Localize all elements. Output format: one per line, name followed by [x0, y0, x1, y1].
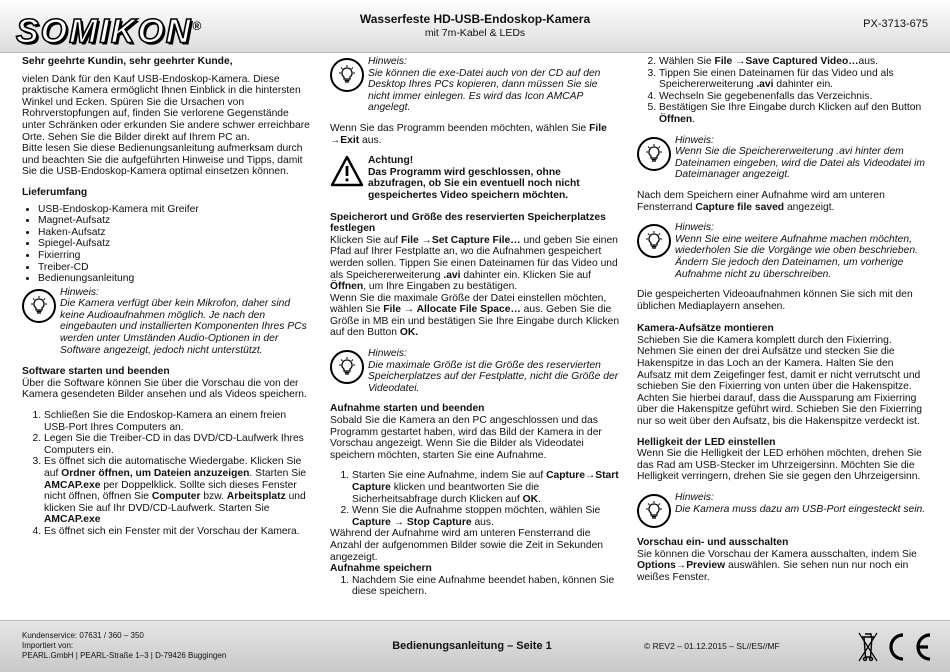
list-item: 1. Schließen Sie die Endoskop-Kamera an einem freien USB-Port Ihres Computers an.: [44, 410, 312, 433]
warning-icon: [330, 155, 364, 187]
hint-text: Die Kamera verfügt über kein Mikrofon, daher sind keine Audioaufnahmen möglich. Je nach den eingebauten und installierten Komponenten Ihres PCs werden unter Umständen Audio-Optionen in der Software angezeigt, jedoch nicht unterstützt.: [60, 298, 307, 356]
save-heading: Aufnahme speichern: [330, 563, 432, 575]
intro-text: vielen Dank für den Kauf USB-Endoskop-Kamera. Diese praktische Kamera ermöglicht Ihnen Einblick in die hintersten Winkel und Ecken. Spüren Sie die Ursachen von Rohrverstopfungen auf, finden Sie verlorene Gegenstände unter Schränken oder erkunden Sie andere schwer erreichbare Orte. Sehen Sie die Bilder direkt auf Ihrem PC an. Bitte lesen Sie diese Bedienungsanleitung aufmerksam durch und beachten Sie die aufgeführten Hinweise und Tipps, damit Sie die USB-Endoskop-Kamera optimal einsetzen können.: [22, 73, 310, 178]
document-subtitle: mit 7m-Kabel & LEDs: [424, 27, 526, 39]
hint-text: Sie können die exe-Datei auch von der CD auf den Desktop Ihres PCs kopieren, dann müssen Sie sie nicht immer einlegen. Es wird das Icon AMCAP angelegt.: [368, 67, 601, 114]
page-number: Bedienungsanleitung – Seite 1: [392, 640, 552, 652]
page-header: [0, 0, 950, 53]
list-item: 2. Wählen Sie File →Save Captured Video…aus.: [659, 56, 927, 68]
list-item: 4. Wechseln Sie gegebenenfalls das Verzeichnis.: [659, 91, 927, 103]
exit-text: Wenn Sie das Programm beenden möchten, wählen Sie File →Exit aus.: [330, 122, 607, 146]
preview-heading: Vorschau ein- und ausschalten: [637, 537, 789, 548]
page-footer: [0, 620, 950, 672]
warning-box: [330, 155, 620, 201]
lightbulb-icon: [330, 350, 364, 384]
weee-bin-icon: [859, 633, 877, 661]
hint-box: [330, 348, 620, 394]
hint-label: Hinweis:: [368, 56, 407, 67]
save-steps: [330, 575, 620, 598]
importer-address: PEARL.GmbH | PEARL-Straße 1–3 | D-79426 Buggingen: [22, 651, 227, 660]
warning-label: Achtung!: [368, 155, 414, 167]
list-item: • Bedienungsanleitung: [38, 273, 312, 285]
rec-steps: [330, 470, 620, 528]
list-item: • Fixierring: [38, 250, 312, 262]
importer-label: Importiert von:: [22, 641, 74, 650]
hint-text: Wenn Sie die Speichererweiterung .avi hinter dem Dateinamen eingeben, wird die Datei als Videodatei im Dateimanager angezeigt.: [675, 146, 925, 181]
hint-box: [330, 56, 620, 114]
list-item: 5. Bestätigen Sie Ihre Eingabe durch Klicken auf den Button Öffnen.: [659, 102, 927, 125]
saved-text: Nach dem Speichern einer Aufnahme wird am unteren Fensterrand Capture file saved angezeigt.: [637, 189, 885, 213]
revision-text: © REV2 – 01.12.2015 – SL//ES//MF: [644, 641, 780, 651]
scope-heading: Lieferumfang: [22, 186, 88, 198]
rec-heading: Aufnahme starten und beenden: [330, 403, 485, 415]
footer-contact: [22, 631, 226, 661]
led-text: Wenn Sie die Helligkeit der LED erhöhen möchten, drehen Sie das Rad am USB-Stecker im Uhrzeigersinn. Möchten Sie die Helligkeit verringern, drehen Sie sie gegen den Uhrzeigersinn.: [637, 448, 922, 483]
software-text: Über die Software können Sie über die Vorschau die von der Kamera gesendeten Bilder ansehen und als Videos speichern.: [22, 377, 307, 401]
software-steps: [22, 410, 312, 538]
product-code: PX-3713-675: [863, 18, 928, 30]
list-item: 4. Es öffnet sich ein Fenster mit der Vorschau der Kamera.: [44, 526, 312, 538]
store-text: Klicken Sie auf File →Set Capture File… und geben Sie einen Pfad auf Ihrer Festplatte an, wo die Aufnahmen gespeichert werden sollen. Tippen Sie einen Dateinamen für das Video und als Speichererweiterung .avi dahinter ein. Klicken Sie auf Öffnen, um Ihre Eingaben zu bestätigen.: [330, 234, 618, 293]
store-heading: Speicherort und Größe des reservierten Speicherplatzes festlegen: [330, 211, 606, 235]
hint-box: [637, 492, 927, 528]
hint-label: Hinweis:: [368, 348, 407, 360]
attachment-text: Schieben Sie die Kamera komplett durch den Fixierring. Nehmen Sie einen der drei Aufsätze und stecken Sie die Hakenspitze in das Loch an der Kamera. Halten Sie den Aufsatz mit dem Zeigefinger fest, damit er nicht verrutscht und schieben Sie den Fixierring von unten über die Hakenspitze. Achten Sie hierbei darauf, dass die Aussparung am Fixierring über die Hakenspitze geführt wird. Schieben Sie den Fixierring nur so weit über den Aufsatz, bis die Hakenspitze verdeckt ist.: [637, 334, 923, 428]
ce-mark-icon: [891, 635, 930, 659]
led-heading: Helligkeit der LED einstellen: [637, 436, 776, 448]
list-item: • USB-Endoskop-Kamera mit Greifer: [38, 204, 312, 216]
greeting: Sehr geehrte Kundin, sehr geehrter Kunde,: [22, 56, 233, 67]
list-item: 1. Nachdem Sie eine Aufnahme beendet haben, können Sie diese speichern.: [352, 575, 620, 598]
hint-box: [22, 287, 312, 357]
preview-text: Sie können die Vorschau der Kamera ausschalten, indem Sie Options→Preview auswählen. Sie sehen nun nur noch ein weißes Fenster.: [637, 548, 917, 583]
hint-label: Hinweis:: [60, 286, 99, 298]
column-3: [637, 56, 927, 592]
list-item: • Magnet-Aufsatz: [38, 215, 312, 227]
list-item: 3. Tippen Sie einen Dateinamen für das Video und als Speichererweiterung .avi dahinter ein.: [659, 68, 927, 91]
hint-text: Die Kamera muss dazu am USB-Port eingesteckt sein.: [675, 503, 926, 515]
hint-box: [637, 222, 927, 280]
lightbulb-icon: [637, 137, 671, 171]
hint-label: Hinweis:: [675, 134, 714, 146]
column-2: [330, 56, 620, 598]
list-item: 1. Starten Sie eine Aufnahme, indem Sie auf Capture→Start Capture klicken und beantworten Sie die Sicherheitsabfrage durch Klicken auf OK.: [352, 470, 620, 505]
list-item: • Treiber-CD: [38, 262, 312, 274]
lightbulb-icon: [637, 494, 671, 528]
list-item: 3. Es öffnet sich die automatische Wiedergabe. Klicken Sie auf Ordner öffnen, um Dateien anzuzeigen. Starten Sie AMCAP.exe per Doppelklick. Sollte sich dieses Fenster nicht öffnen, öffnen Sie Computer bzw. Arbeitsplatz und klicken Sie auf Ihr DVD/CD-Laufwerk. Starten Sie AMCAP.exe: [44, 456, 312, 526]
hint-box: [637, 135, 927, 181]
warning-text: Das Programm wird geschlossen, ohne abzufragen, ob Sie ein eventuell noch nicht gespeichertes Video speichern möchten.: [368, 166, 580, 201]
hint-label: Hinweis:: [675, 492, 714, 503]
list-item: • Haken-Aufsatz: [38, 227, 312, 239]
scope-list: [22, 204, 312, 285]
attachment-heading: Kamera-Aufsätze montieren: [637, 323, 774, 335]
list-item: 2. Wenn Sie die Aufnahme stoppen möchten, wählen Sie Capture → Stop Capture aus.: [352, 505, 620, 528]
column-1: [22, 56, 312, 538]
played-text: Die gespeicherten Videoaufnahmen können Sie sich mit den üblichen Mediaplayern ansehen.: [637, 289, 913, 312]
list-item: • Spiegel-Aufsatz: [38, 238, 312, 250]
size-text: Wenn Sie die maximale Größe der Datei einstellen möchten, wählen Sie File → Allocate File Space… aus. Geben Sie die Größe in MB ein und bestätigen Sie Ihre Eingabe durch Klicken auf den Button OK.: [330, 292, 620, 339]
list-item: 2. Legen Sie die Treiber-CD in das DVD/CD-Laufwerk Ihres Computers ein.: [44, 433, 312, 456]
rec-after-text: Während der Aufnahme wird am unteren Fensterrand die Anzahl der aufgenommen Bilder sowie die Zeit in Sekunden angezeigt.: [330, 528, 604, 563]
lightbulb-icon: [637, 224, 671, 258]
hint-text: Wenn Sie eine weitere Aufnahme machen möchten, wiederholen Sie die Vorgänge wie oben beschrieben. Ändern Sie jedoch den Dateinamen, um vorherige Aufnahme nicht zu überschreiben.: [675, 233, 918, 280]
brand-logo: SOMIKON®: [16, 12, 204, 51]
compliance-marks: [856, 629, 936, 665]
hint-label: Hinweis:: [675, 222, 714, 234]
lightbulb-icon: [330, 58, 364, 92]
save-steps-continued: [637, 56, 927, 126]
document-title: Wasserfeste HD-USB-Endoskop-Kamera: [359, 12, 591, 26]
hint-text: Die maximale Größe ist die Größe des reservierten Speicherplatzes auf der Festplatte, nicht die Größe der Videodatei.: [368, 359, 619, 394]
service-line: Kundenservice: 07631 / 360 – 350: [22, 631, 144, 640]
lightbulb-icon: [22, 289, 56, 323]
software-heading: Software starten und beenden: [22, 366, 170, 378]
rec-text: Sobald Sie die Kamera an den PC angeschlossen und das Programm gestartet haben, wird das Bild der Kamera in der Vorschau angezeigt. Wenn Sie die Bilder als Videodatei speichern möchten, starten Sie eine Aufnahme.: [330, 415, 602, 461]
